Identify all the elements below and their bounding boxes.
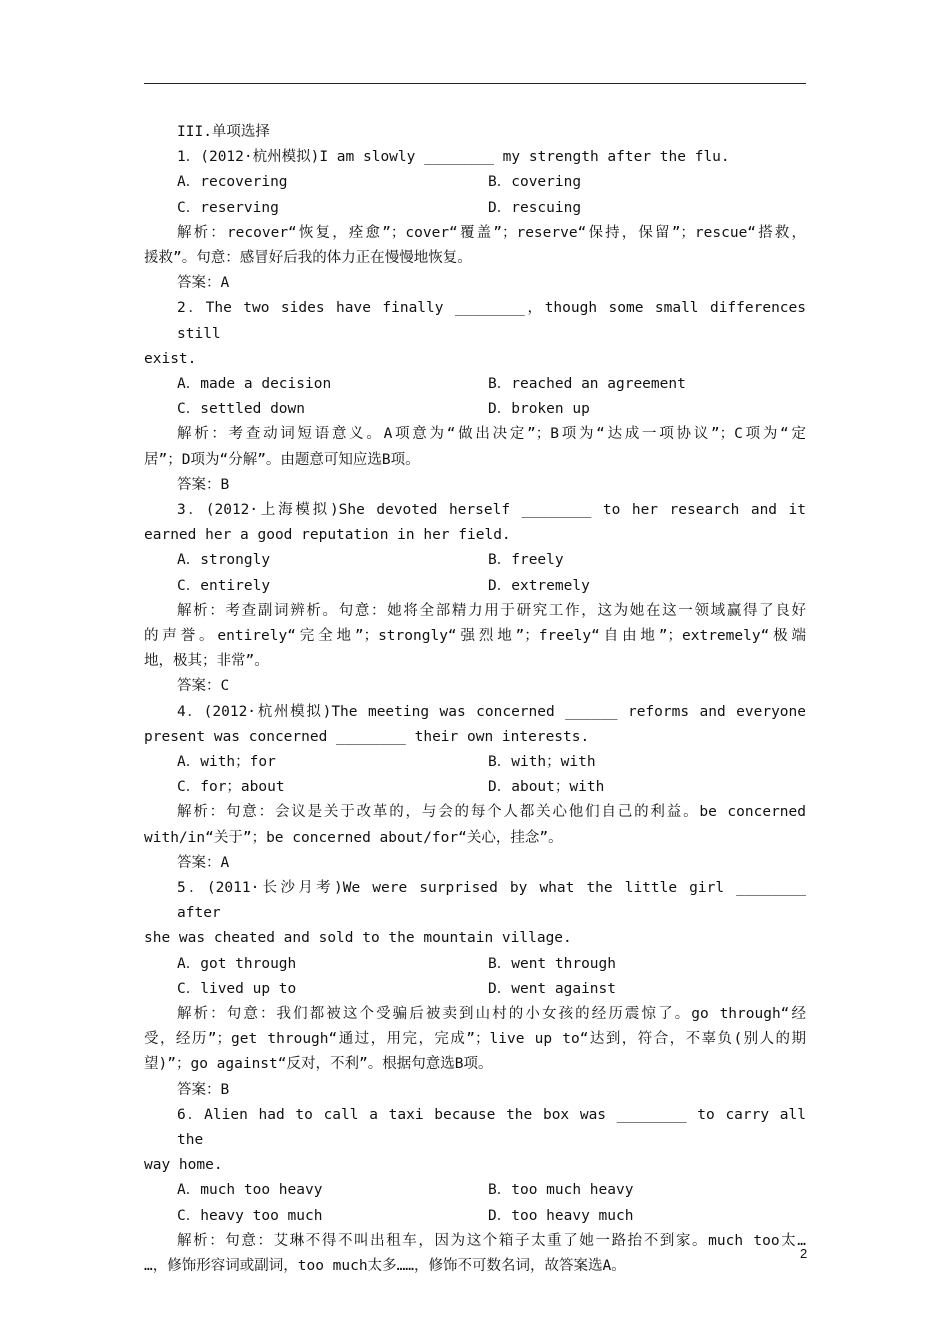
option-c: C．for；about — [177, 779, 285, 796]
option-a: A．got through — [177, 955, 297, 972]
analysis-text: …，修饰形容词或副词，too much太多……，修饰不可数名词，故答案选A。 — [144, 1257, 626, 1274]
option-d: D．too heavy much — [488, 1207, 634, 1224]
question-stem: 3．(2012·上海模拟)She devoted herself ________ to her research and it — [177, 501, 806, 518]
page-number: 2 — [800, 1246, 808, 1261]
option-row — [144, 750, 806, 775]
question-stem: 1．(2012·杭州模拟)I am slowly ________ my strength after the flu. — [177, 149, 730, 166]
question-stem: 4．(2012·杭州模拟)The meeting was concerned ______ reforms and everyone — [177, 703, 806, 720]
option-row — [144, 1178, 806, 1203]
header-rule — [144, 83, 806, 84]
answer-text: 答案：B — [177, 476, 230, 493]
analysis-text: 地，极其；非常”。 — [144, 653, 269, 670]
section-title: III.单项选择 — [177, 124, 270, 140]
question-stem: 6．Alien had to call a taxi because the box was ________ to carry all the — [177, 1106, 806, 1148]
analysis-text: 解析：句意：我们都被这个受骗后被卖到山村的小女孩的经历震惊了。go through“经 — [177, 1005, 806, 1022]
option-row — [144, 372, 806, 397]
option-d: D．rescuing — [488, 199, 582, 216]
question-1 — [144, 145, 806, 296]
option-a: A．made a decision — [177, 376, 332, 392]
option-row — [144, 952, 806, 977]
option-b: B．with；with — [488, 753, 596, 770]
question-stem: exist. — [144, 350, 197, 367]
analysis-text: 解析：句意：艾琳不得不叫出租车，因为这个箱子太重了她一路抬不到家。much too太… — [177, 1232, 806, 1249]
analysis-text: 受，经历”；get through“通过，用完，完成”；live up to“达到，符合，不辜负(别人的期 — [144, 1031, 806, 1048]
analysis-text: 解析：考查副词辨析。句意：她将全部精力用于研究工作，这为她在这一领域赢得了良好 — [177, 602, 806, 619]
option-b: B．went through — [488, 955, 616, 972]
option-row — [144, 397, 806, 422]
option-a: A．much too heavy — [177, 1182, 323, 1199]
option-d: D．went against — [488, 980, 616, 997]
answer-text: 答案：C — [177, 678, 230, 695]
option-b: B．reached an agreement — [488, 376, 686, 392]
question-5 — [144, 876, 806, 1103]
analysis-text: 解析：句意：会议是关于改革的，与会的每个人都关心他们自己的利益。be concerned — [177, 804, 806, 821]
answer-text: 答案：B — [177, 1081, 230, 1098]
analysis-text: 望)”；go against“反对，不利”。根据句意选B项。 — [144, 1056, 493, 1073]
analysis-text: 援救”。句意：感冒好后我的体力正在慢慢地恢复。 — [144, 249, 472, 266]
option-b: B．freely — [488, 552, 564, 569]
option-row — [144, 196, 806, 221]
question-list — [144, 145, 806, 1279]
question-stem: 2．The two sides have finally ________，though some small differences still — [177, 300, 806, 342]
option-a: A．recovering — [177, 174, 288, 191]
option-c: C．entirely — [177, 577, 271, 594]
question-stem: present was concerned ________ their own interests. — [144, 728, 590, 745]
answer-text: 答案：A — [177, 854, 230, 871]
option-c: C．reserving — [177, 199, 279, 216]
question-3 — [144, 498, 806, 700]
analysis-text: 居”；D项为“分解”。由题意可知应选B项。 — [144, 451, 420, 468]
option-a: A．strongly — [177, 552, 271, 569]
option-row — [144, 548, 806, 573]
option-b: B．covering — [488, 174, 582, 191]
option-row — [144, 574, 806, 599]
question-stem: way home. — [144, 1157, 223, 1174]
option-row — [144, 775, 806, 800]
option-b: B．too much heavy — [488, 1182, 634, 1199]
analysis-text: 解析：recover“恢复，痊愈”；cover“覆盖”；reserve“保持，保留”；rescue“搭救， — [177, 224, 806, 241]
analysis-text: 的声誉。entirely“完全地”；strongly“强烈地”；freely“自由地”；extremely“极端 — [144, 627, 806, 644]
option-d: D．about；with — [488, 779, 605, 796]
answer-text: 答案：A — [177, 275, 230, 292]
option-row — [144, 977, 806, 1002]
question-stem: she was cheated and sold to the mountain village. — [144, 930, 572, 947]
question-4 — [144, 700, 806, 876]
option-a: A．with；for — [177, 753, 276, 770]
option-c: C．heavy too much — [177, 1207, 323, 1224]
question-stem: earned her a good reputation in her field. — [144, 527, 511, 544]
option-d: D．extremely — [488, 577, 590, 594]
document-body — [144, 120, 806, 1279]
option-d: D．broken up — [488, 401, 590, 418]
question-2 — [144, 296, 806, 498]
analysis-text: 解析：考查动词短语意义。A项意为“做出决定”；B项为“达成一项协议”；C项为“定 — [177, 426, 806, 443]
question-stem: 5．(2011·长沙月考)We were surprised by what the little girl ________ after — [177, 879, 806, 922]
option-c: C．settled down — [177, 401, 305, 418]
option-c: C．lived up to — [177, 980, 297, 997]
question-6 — [144, 1103, 806, 1279]
analysis-text: with/in“关于”；be concerned about/for“关心，挂念”。 — [144, 829, 563, 846]
option-row — [144, 1204, 806, 1229]
option-row — [144, 170, 806, 195]
